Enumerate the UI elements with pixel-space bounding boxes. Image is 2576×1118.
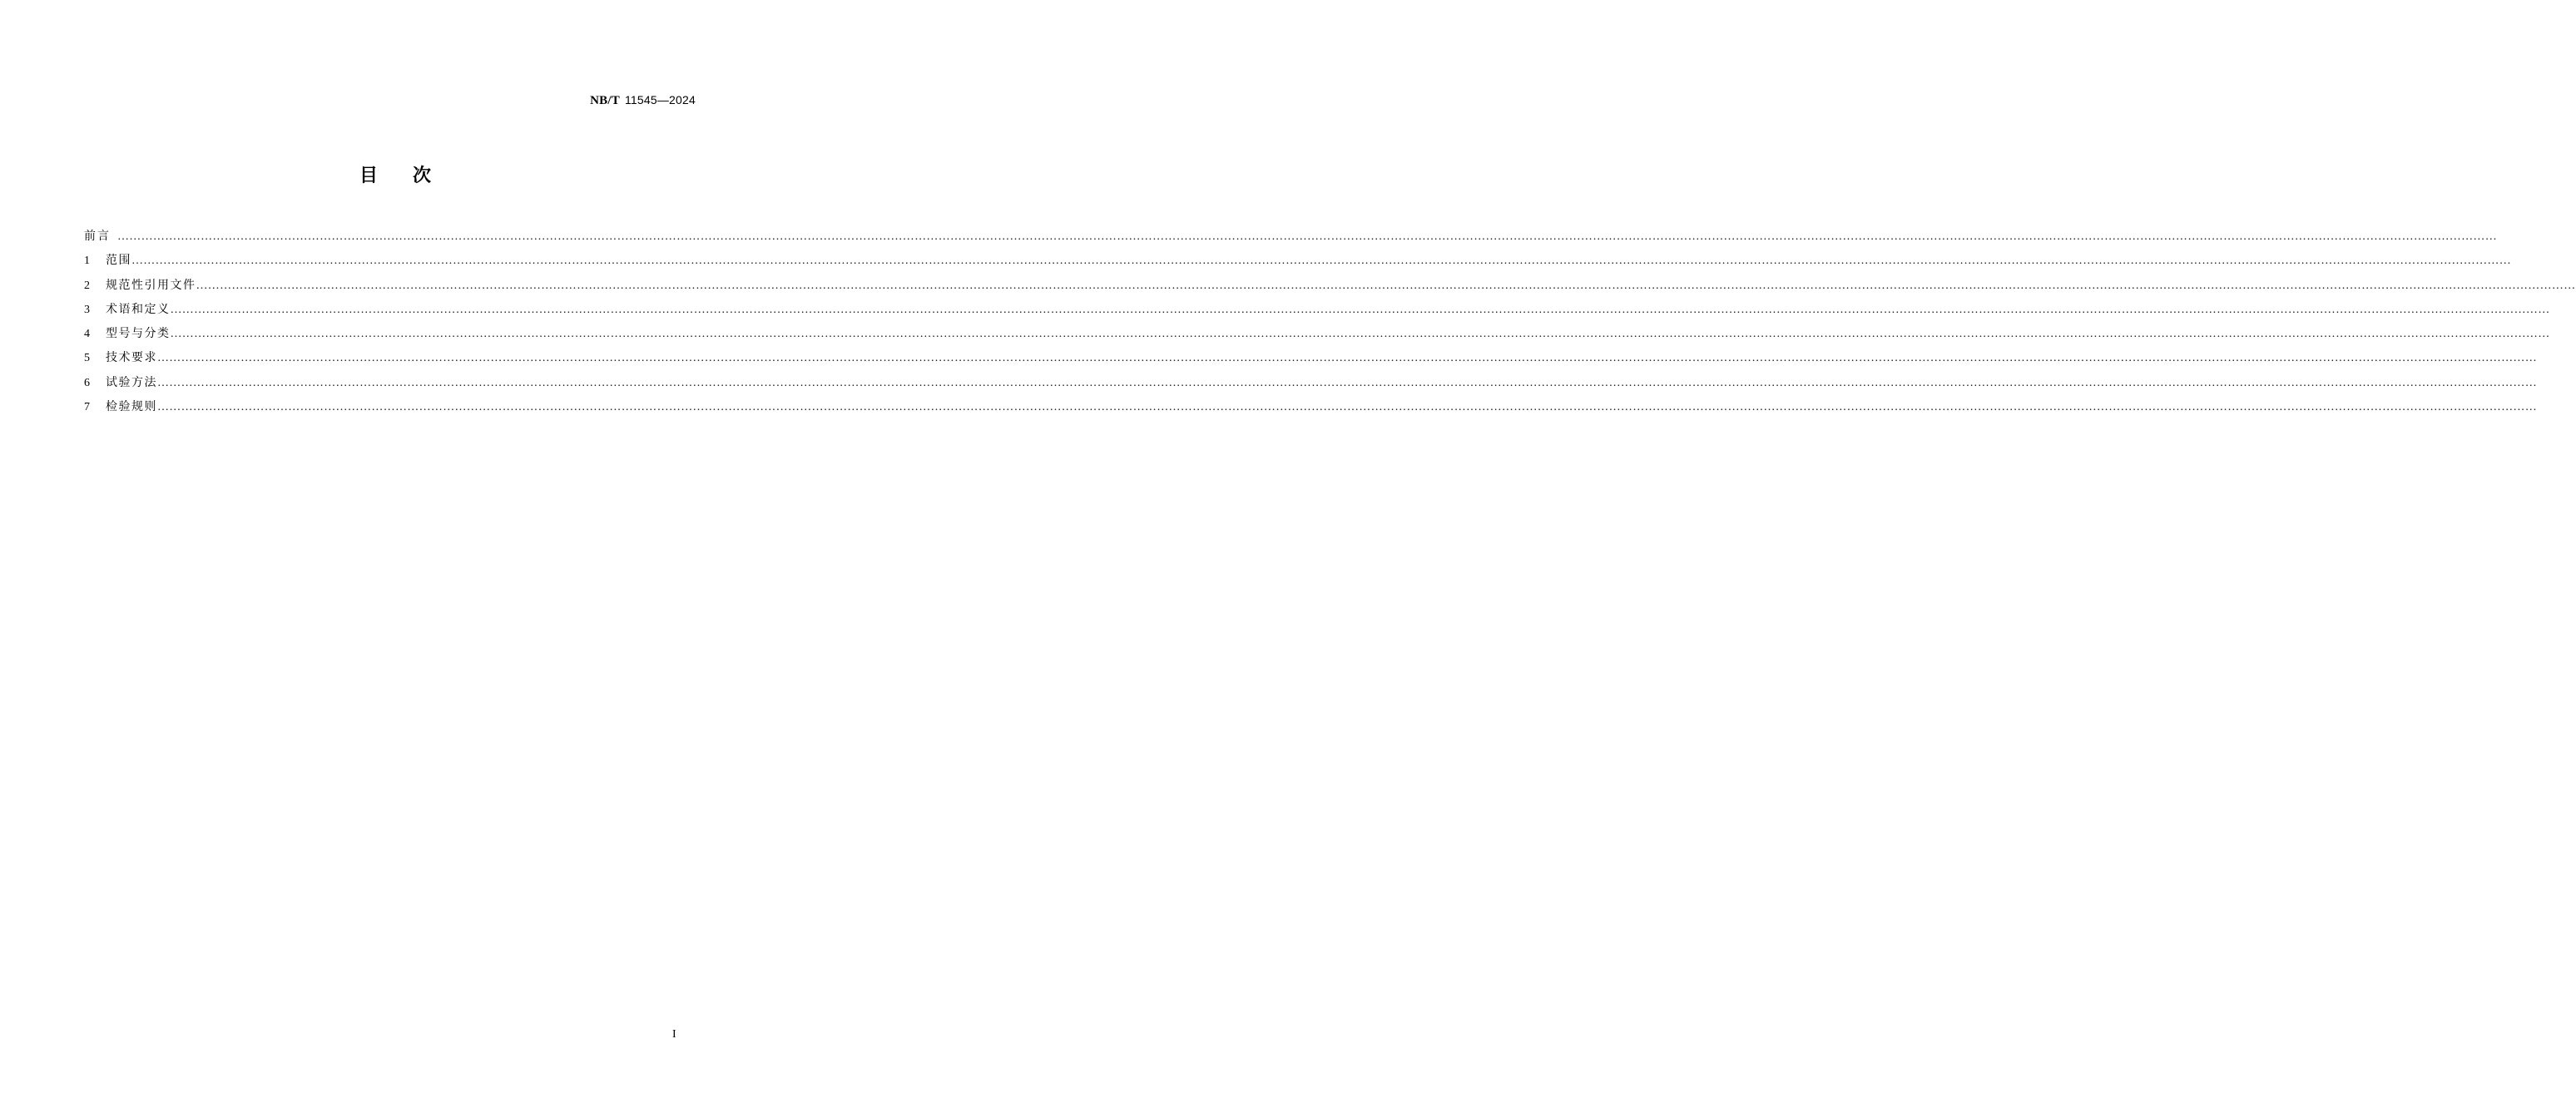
toc-dot-leader: …………………………………………………………………………………………………………………………………………………………………………………………………………………………………………………………………………………………………………………………………………………………………………………………………………………………………………………………………………………………………………………………………………………… bbox=[170, 328, 2550, 341]
toc-entry-number: 3 bbox=[84, 303, 90, 316]
toc-entry-number: 7 bbox=[84, 401, 90, 414]
toc-entry-number: 1 bbox=[84, 255, 90, 268]
toc-dot-leader: …………………………………………………………………………………………………………………………………………………………………………………………………………………………………………………………………………………………………………………………………………………………………………………………………………………………………………………………………………………………………………………………………………………… bbox=[170, 303, 2550, 316]
standard-number: 11545—2024 bbox=[624, 93, 696, 106]
toc-entry-number: 2 bbox=[84, 279, 90, 292]
toc-dot-leader: …………………………………………………………………………………………………………………………………………………………………………………………………………………………………………………………………………………………………………………………………………………………………………………………………………………………………………………………………………………………………………………………………………………… bbox=[157, 352, 2537, 365]
toc-dot-leader: …………………………………………………………………………………………………………………………………………………………………………………………………………………………………………………………………………………………………………………………………………………………………………………………………………………………………………………………………………………………………………………………………………………… bbox=[117, 230, 2497, 243]
page-number: I bbox=[672, 1028, 676, 1041]
toc-entry-label: 术语和定义 bbox=[106, 302, 171, 316]
toc-entry-number: 6 bbox=[84, 376, 90, 389]
toc-entry-6[interactable] bbox=[84, 373, 2537, 397]
toc-entry-label: 检验规则 bbox=[106, 400, 157, 414]
toc-entry-number: 5 bbox=[84, 352, 90, 365]
toc-dot-leader: …………………………………………………………………………………………………………………………………………………………………………………………………………………………………………………………………………………………………………………………………………………………………………………………………………………………………………………………………………………………………………………………………………………… bbox=[131, 255, 2511, 268]
toc-entry-label: 前言 bbox=[84, 230, 111, 243]
standard-prefix: NB/T bbox=[590, 94, 620, 107]
page-title: 目次 bbox=[359, 166, 466, 186]
toc-entry-5[interactable] bbox=[84, 348, 2537, 372]
toc-entry-label: 规范性引用文件 bbox=[106, 278, 196, 292]
toc-entry-4[interactable] bbox=[84, 324, 2550, 348]
toc-entry-label: 技术要求 bbox=[106, 351, 157, 365]
toc-entry-2[interactable] bbox=[84, 275, 2576, 299]
toc-entry-label: 型号与分类 bbox=[106, 327, 171, 341]
toc-entry-foreword[interactable] bbox=[84, 226, 2497, 250]
toc-entry-label: 范围 bbox=[106, 254, 131, 268]
toc-entry-number: 4 bbox=[84, 328, 90, 341]
table-of-contents bbox=[84, 226, 2576, 421]
toc-dot-leader: …………………………………………………………………………………………………………………………………………………………………………………………………………………………………………………………………………………………………………………………………………………………………………………………………………………………………………………………………………………………………………………………………………………… bbox=[157, 376, 2537, 389]
toc-entry-7[interactable] bbox=[84, 397, 2537, 421]
toc-dot-leader: …………………………………………………………………………………………………………………………………………………………………………………………………………………………………………………………………………………………………………………………………………………………………………………………………………………………………………………………………………………………………………………………………………………… bbox=[157, 401, 2537, 414]
toc-entry-label: 试验方法 bbox=[106, 375, 157, 389]
toc-entry-1[interactable] bbox=[84, 250, 2511, 275]
toc-dot-leader: …………………………………………………………………………………………………………………………………………………………………………………………………………………………………………………………………………………………………………………………………………………………………………………………………………………………………………………………………………………………………………………………………………………… bbox=[196, 279, 2576, 292]
standard-code bbox=[590, 93, 696, 108]
toc-entry-3[interactable] bbox=[84, 299, 2550, 324]
